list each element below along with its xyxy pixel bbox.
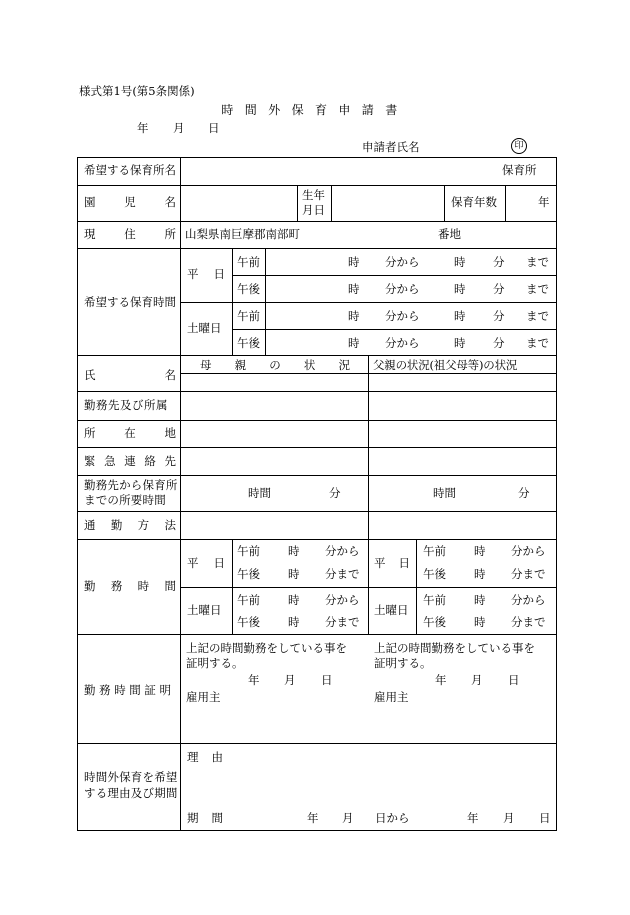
- reason-label: [187, 752, 223, 764]
- mother-work-saturday-label: 土曜日: [187, 603, 222, 617]
- label-char: 母: [200, 358, 212, 372]
- date-month-label: 月: [173, 121, 185, 135]
- father-cert-month: 月: [471, 673, 483, 687]
- nursery-label: 希望する保育所名: [84, 163, 176, 177]
- hours-saturday-am: 午前: [237, 309, 260, 323]
- father-cert-day: 日: [508, 673, 520, 687]
- label-char: 平: [187, 267, 199, 281]
- mother-certificate-text-2: 証明する。: [186, 656, 244, 670]
- label-char: 現: [84, 227, 96, 241]
- mother-status-header: [200, 360, 350, 372]
- unit-minute-from: 分から: [511, 544, 546, 558]
- work-pm: 午後: [237, 615, 260, 629]
- mother-commute-hour: 時間: [248, 486, 271, 500]
- document-title: 時間外保育申請書: [221, 103, 409, 117]
- hours-weekday-pm: 午後: [237, 282, 260, 296]
- work-pm: 午後: [237, 567, 260, 581]
- unit-hour: 時: [288, 593, 300, 607]
- address-suffix: 番地: [438, 227, 461, 241]
- label-char: 日: [213, 556, 225, 570]
- label-char: 状: [303, 358, 316, 372]
- father-commute-minute: 分: [518, 486, 530, 500]
- work-am: 午前: [237, 593, 260, 607]
- label-char: 氏: [84, 368, 96, 382]
- period-end-day: 日: [539, 811, 551, 825]
- father-work-weekday-label: [374, 558, 410, 570]
- location-label: [84, 428, 176, 440]
- mother-commute-minute: 分: [329, 486, 341, 500]
- period-end-year: 年: [467, 811, 479, 825]
- label-char: 親: [234, 358, 247, 372]
- label-char: 期: [187, 811, 199, 825]
- hours-weekday-label: [187, 269, 225, 281]
- unit-until: まで: [526, 255, 549, 269]
- unit-minute: 分: [493, 309, 505, 323]
- father-certificate-text-2: 証明する。: [374, 656, 432, 670]
- father-commute-hour: 時間: [433, 486, 456, 500]
- label-char: 絡: [144, 454, 156, 468]
- unit-minute-until: 分まで: [511, 567, 546, 581]
- label-char: 児: [124, 195, 136, 209]
- period-start-day-from: 日から: [375, 811, 410, 825]
- label-char: 況: [338, 358, 350, 372]
- commute-time-label-2: までの所要時間: [84, 493, 166, 507]
- unit-hour: 時: [348, 336, 360, 350]
- label-char: 間: [211, 811, 223, 825]
- unit-minute: 分: [493, 336, 505, 350]
- seal-text: 印: [514, 140, 524, 151]
- label-char: 連: [124, 454, 136, 468]
- unit-minute-from: 分から: [385, 282, 420, 296]
- nursery-suffix: 保育所: [502, 163, 537, 177]
- unit-hour: 時: [474, 615, 486, 629]
- form-number: 様式第1号(第5条関係): [79, 84, 195, 98]
- father-employer-label: 雇用主: [374, 690, 409, 704]
- unit-hour: 時: [474, 544, 486, 558]
- label-char: 間: [164, 579, 176, 593]
- label-char: 所: [164, 227, 176, 241]
- unit-hour: 時: [288, 567, 300, 581]
- label-char: 在: [124, 426, 136, 440]
- label-char: 所: [84, 426, 96, 440]
- label-char: 時: [137, 579, 150, 593]
- unit-minute-from: 分から: [385, 309, 420, 323]
- label-char: 通: [84, 518, 96, 532]
- childcare-years-unit: 年: [538, 195, 550, 209]
- unit-hour: 時: [454, 282, 466, 296]
- father-cert-year: 年: [435, 673, 447, 687]
- period-end-month: 月: [503, 811, 515, 825]
- label-char: 由: [211, 750, 223, 764]
- mother-employer-label: 雇用主: [186, 690, 221, 704]
- hours-saturday-label: 土曜日: [187, 321, 222, 335]
- label-char: 勤: [84, 579, 96, 593]
- mother-cert-month: 月: [284, 673, 296, 687]
- label-char: 急: [104, 454, 116, 468]
- child-name-label: [84, 197, 176, 209]
- application-form-table: [77, 157, 557, 831]
- label-char: 名: [164, 368, 176, 382]
- unit-minute: 分: [493, 282, 505, 296]
- certificate-label: 勤務時間証明: [84, 683, 175, 697]
- unit-minute-from: 分から: [385, 336, 420, 350]
- label-char: 名: [164, 195, 176, 209]
- label-char: 先: [164, 454, 176, 468]
- applicant-name-label: 申請者氏名: [362, 140, 420, 154]
- commute-method-label: [84, 520, 176, 532]
- seal-mark: [511, 138, 527, 154]
- mother-cert-year: 年: [248, 673, 260, 687]
- work-am: 午前: [423, 544, 446, 558]
- unit-minute-from: 分から: [325, 544, 360, 558]
- reason-section-label-1: 時間外保育を希望: [84, 770, 178, 784]
- label-char: 平: [374, 556, 386, 570]
- unit-minute: 分: [493, 255, 505, 269]
- work-pm: 午後: [423, 567, 446, 581]
- unit-hour: 時: [348, 309, 360, 323]
- label-char: 日: [398, 556, 410, 570]
- father-certificate-text-1: 上記の時間勤務をしている事を: [374, 641, 535, 655]
- unit-hour: 時: [454, 309, 466, 323]
- commute-time-label-1: 勤務先から保育所: [84, 478, 178, 492]
- period-start-year: 年: [307, 811, 319, 825]
- unit-minute-from: 分から: [385, 255, 420, 269]
- label-char: 勤: [110, 518, 123, 532]
- unit-hour: 時: [454, 336, 466, 350]
- desired-hours-label: 希望する保育時間: [84, 295, 176, 309]
- mother-certificate-text-1: 上記の時間勤務をしている事を: [186, 641, 347, 655]
- unit-until: まで: [526, 309, 549, 323]
- birth-label-1: 生年: [302, 188, 325, 202]
- unit-minute-until: 分まで: [325, 567, 360, 581]
- work-hours-label: [84, 581, 176, 593]
- date-year-label: 年: [137, 121, 149, 135]
- address-value: 山梨県南巨摩郡南部町: [185, 227, 300, 241]
- work-am: 午前: [237, 544, 260, 558]
- period-start-month: 月: [342, 811, 354, 825]
- label-char: 平: [187, 556, 199, 570]
- unit-hour: 時: [288, 615, 300, 629]
- unit-minute-until: 分まで: [511, 615, 546, 629]
- unit-until: まで: [526, 336, 549, 350]
- unit-hour: 時: [474, 593, 486, 607]
- label-char: 理: [187, 750, 199, 764]
- father-work-saturday-label: 土曜日: [374, 603, 409, 617]
- father-status-header: 父親の状況(祖父母等)の状況: [373, 358, 518, 372]
- hours-saturday-pm: 午後: [237, 336, 260, 350]
- label-char: の: [269, 358, 281, 372]
- date-day-label: 日: [208, 121, 220, 135]
- unit-hour: 時: [288, 544, 300, 558]
- label-char: 日: [213, 267, 225, 281]
- label-char: 住: [124, 227, 136, 241]
- label-char: 法: [164, 518, 176, 532]
- unit-minute-from: 分から: [511, 593, 546, 607]
- emergency-contact-label: [84, 456, 176, 468]
- period-label: [187, 813, 223, 825]
- label-char: 務: [110, 579, 123, 593]
- label-char: 地: [164, 426, 176, 440]
- unit-minute-from: 分から: [325, 593, 360, 607]
- unit-hour: 時: [474, 567, 486, 581]
- unit-minute-until: 分まで: [325, 615, 360, 629]
- workplace-label: 勤務先及び所属: [84, 398, 168, 412]
- label-char: 緊: [84, 454, 96, 468]
- unit-hour: 時: [348, 255, 360, 269]
- childcare-years-label: 保育年数: [451, 195, 497, 209]
- mother-work-weekday-label: [187, 558, 225, 570]
- label-char: 方: [137, 518, 150, 532]
- unit-hour: 時: [348, 282, 360, 296]
- unit-until: まで: [526, 282, 549, 296]
- parent-name-label: [84, 370, 176, 382]
- mother-cert-day: 日: [321, 673, 333, 687]
- birth-label-2: 月日: [302, 203, 325, 217]
- work-am: 午前: [423, 593, 446, 607]
- unit-hour: 時: [454, 255, 466, 269]
- address-label: [84, 229, 176, 241]
- label-char: 園: [84, 195, 96, 209]
- work-pm: 午後: [423, 615, 446, 629]
- hours-weekday-am: 午前: [237, 255, 260, 269]
- reason-section-label-2: する理由及び期間: [84, 786, 178, 800]
